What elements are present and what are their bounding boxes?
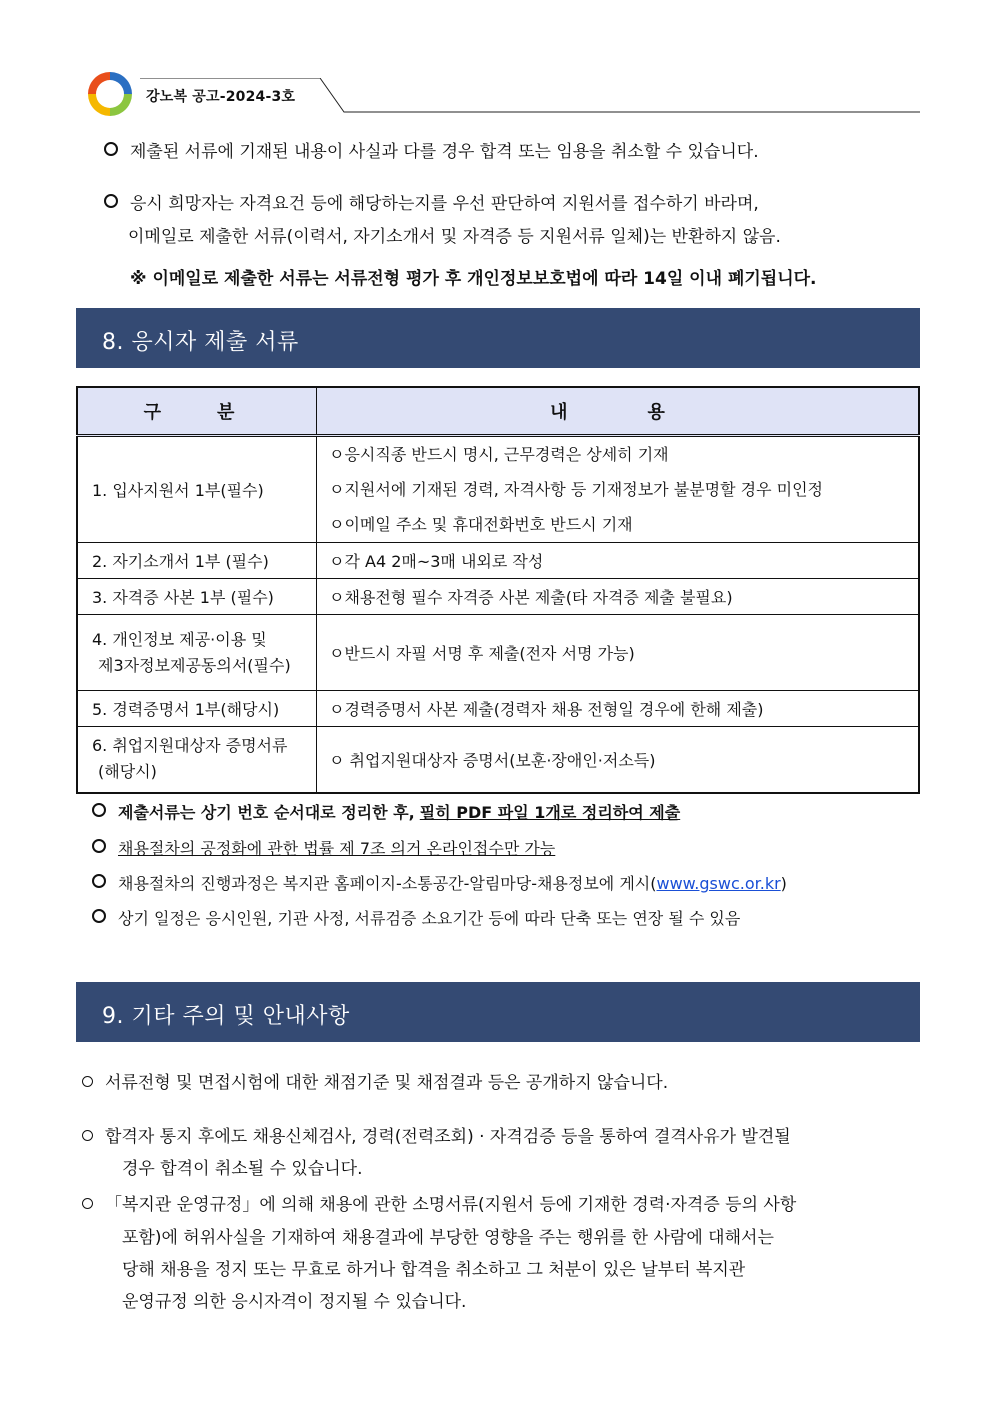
bullet-circle-icon [104,194,118,208]
section8-bullet-1: 제출서류는 상기 번호 순서대로 정리한 후, 필히 PDF 파일 1개로 정리하여 제출 [92,802,680,824]
intro-notice: ※ 이메일로 제출한 서류는 서류전형 평가 후 개인정보보호법에 따라 14일 이내 폐기됩니다. [130,269,817,289]
table-cell-item: 4. 개인정보 제공·이용 및 제3자정보제공동의서(필수) [77,615,317,691]
organization-logo-icon [84,68,136,120]
section9-bullet-2: 합격자 통지 후에도 채용신체검사, 경력(전력조회) · 자격검증 등을 통하여 결격사유가 발견될 [82,1126,791,1148]
table-cell-content: ㅇ경력증명서 사본 제출(경력자 채용 전형일 경우에 한해 제출) [317,691,920,727]
section9-bullet-3-cont-2: 당해 채용을 정지 또는 무효로 하거나 합격을 취소하고 그 처분이 있은 날부터 복지관 [122,1260,746,1280]
table-cell-item: 6. 취업지원대상자 증명서류 (해당시) [77,727,317,793]
section9-bullet-3-cont-3: 운영규정 의한 응시자격이 정지될 수 있습니다. [122,1292,467,1312]
table-cell-item: 5. 경력증명서 1부(해당시) [77,691,317,727]
table-row [77,615,919,691]
intro-bullet-2: 응시 희망자는 자격요건 등에 해당하는지를 우선 판단하여 지원서를 접수하기 바라며, [104,193,759,215]
table-row [77,691,919,727]
section8-bullet-2: 채용절차의 공정화에 관한 법률 제 7조 의거 온라인접수만 가능 [92,838,555,860]
section8-bullet-3: 채용절차의 진행과정은 복지관 홈페이지-소통공간-알림마당-채용정보에 게시(www.gswc.or.kr) [92,873,787,895]
table-cell-content: ㅇ 취업지원대상자 증명서(보훈·장애인·저소득) [317,727,920,793]
section8-bullet-4: 상기 일정은 응시인원, 기관 사정, 서류검증 소요기간 등에 따라 단축 또는 연장 될 수 있음 [92,908,740,930]
submission-documents-table [76,386,920,794]
website-link[interactable]: www.gswc.or.kr [656,874,781,893]
bullet-circle-icon [92,803,106,817]
table-cell-item: 1. 입사지원서 1부(필수) [77,436,317,543]
table-row [77,727,919,793]
table-row [77,543,919,579]
table-row [77,436,919,543]
section9-bullet-1: 서류전형 및 면접시험에 대한 채점기준 및 채점결과 등은 공개하지 않습니다. [82,1072,668,1094]
section-9-title: 9. 기타 주의 및 안내사항 [102,1004,350,1029]
table-header-category: 구분 [77,387,317,436]
table-cell-content: ㅇ반드시 자필 서명 후 제출(전자 서명 가능) [317,615,920,691]
bullet-circle-icon [104,142,118,156]
table-header-content: 내용 [317,387,920,436]
table-row [77,579,919,615]
document-id: 강노복 공고-2024-3호 [146,89,296,105]
table-cell-content: ㅇ각 A4 2매~3매 내외로 작성 [317,543,920,579]
bullet-circle-icon [92,839,106,853]
bullet-circle-icon [92,909,106,923]
section9-bullet-3-cont-1: 포함)에 허위사실을 기재하여 채용결과에 부당한 영향을 주는 행위를 한 사람에 대해서는 [122,1228,774,1248]
section-8-title: 8. 응시자 제출 서류 [102,330,299,355]
bullet-circle-icon [82,1198,93,1209]
table-cell-content: ㅇ응시직종 반드시 명시, 근무경력은 상세히 기재 ㅇ지원서에 기재된 경력, 자격사항 등 기재정보가 불분명할 경우 미인정 ㅇ이메일 주소 및 휴대전화번호 반드시 기재 [317,436,920,543]
section9-bullet-2-cont: 경우 합격이 취소될 수 있습니다. [122,1159,363,1179]
table-cell-item: 2. 자기소개서 1부 (필수) [77,543,317,579]
bullet-circle-icon [82,1130,93,1141]
table-cell-content: ㅇ채용전형 필수 자격증 사본 제출(타 자격증 제출 불필요) [317,579,920,615]
section-9-header [76,982,920,1042]
bullet-circle-icon [92,874,106,888]
bullet-circle-icon [82,1076,93,1087]
intro-bullet-1: 제출된 서류에 기재된 내용이 사실과 다를 경우 합격 또는 임용을 취소할 수 있습니다. [104,141,759,163]
table-cell-item: 3. 자격증 사본 1부 (필수) [77,579,317,615]
intro-bullet-2-cont: 이메일로 제출한 서류(이력서, 자기소개서 및 자격증 등 지원서류 일체)는 반환하지 않음. [128,227,781,247]
section9-bullet-3: 「복지관 운영규정」에 의해 채용에 관한 소명서류(지원서 등에 기재한 경력·자격증 등의 사항 [82,1194,796,1216]
section-8-header [76,308,920,368]
